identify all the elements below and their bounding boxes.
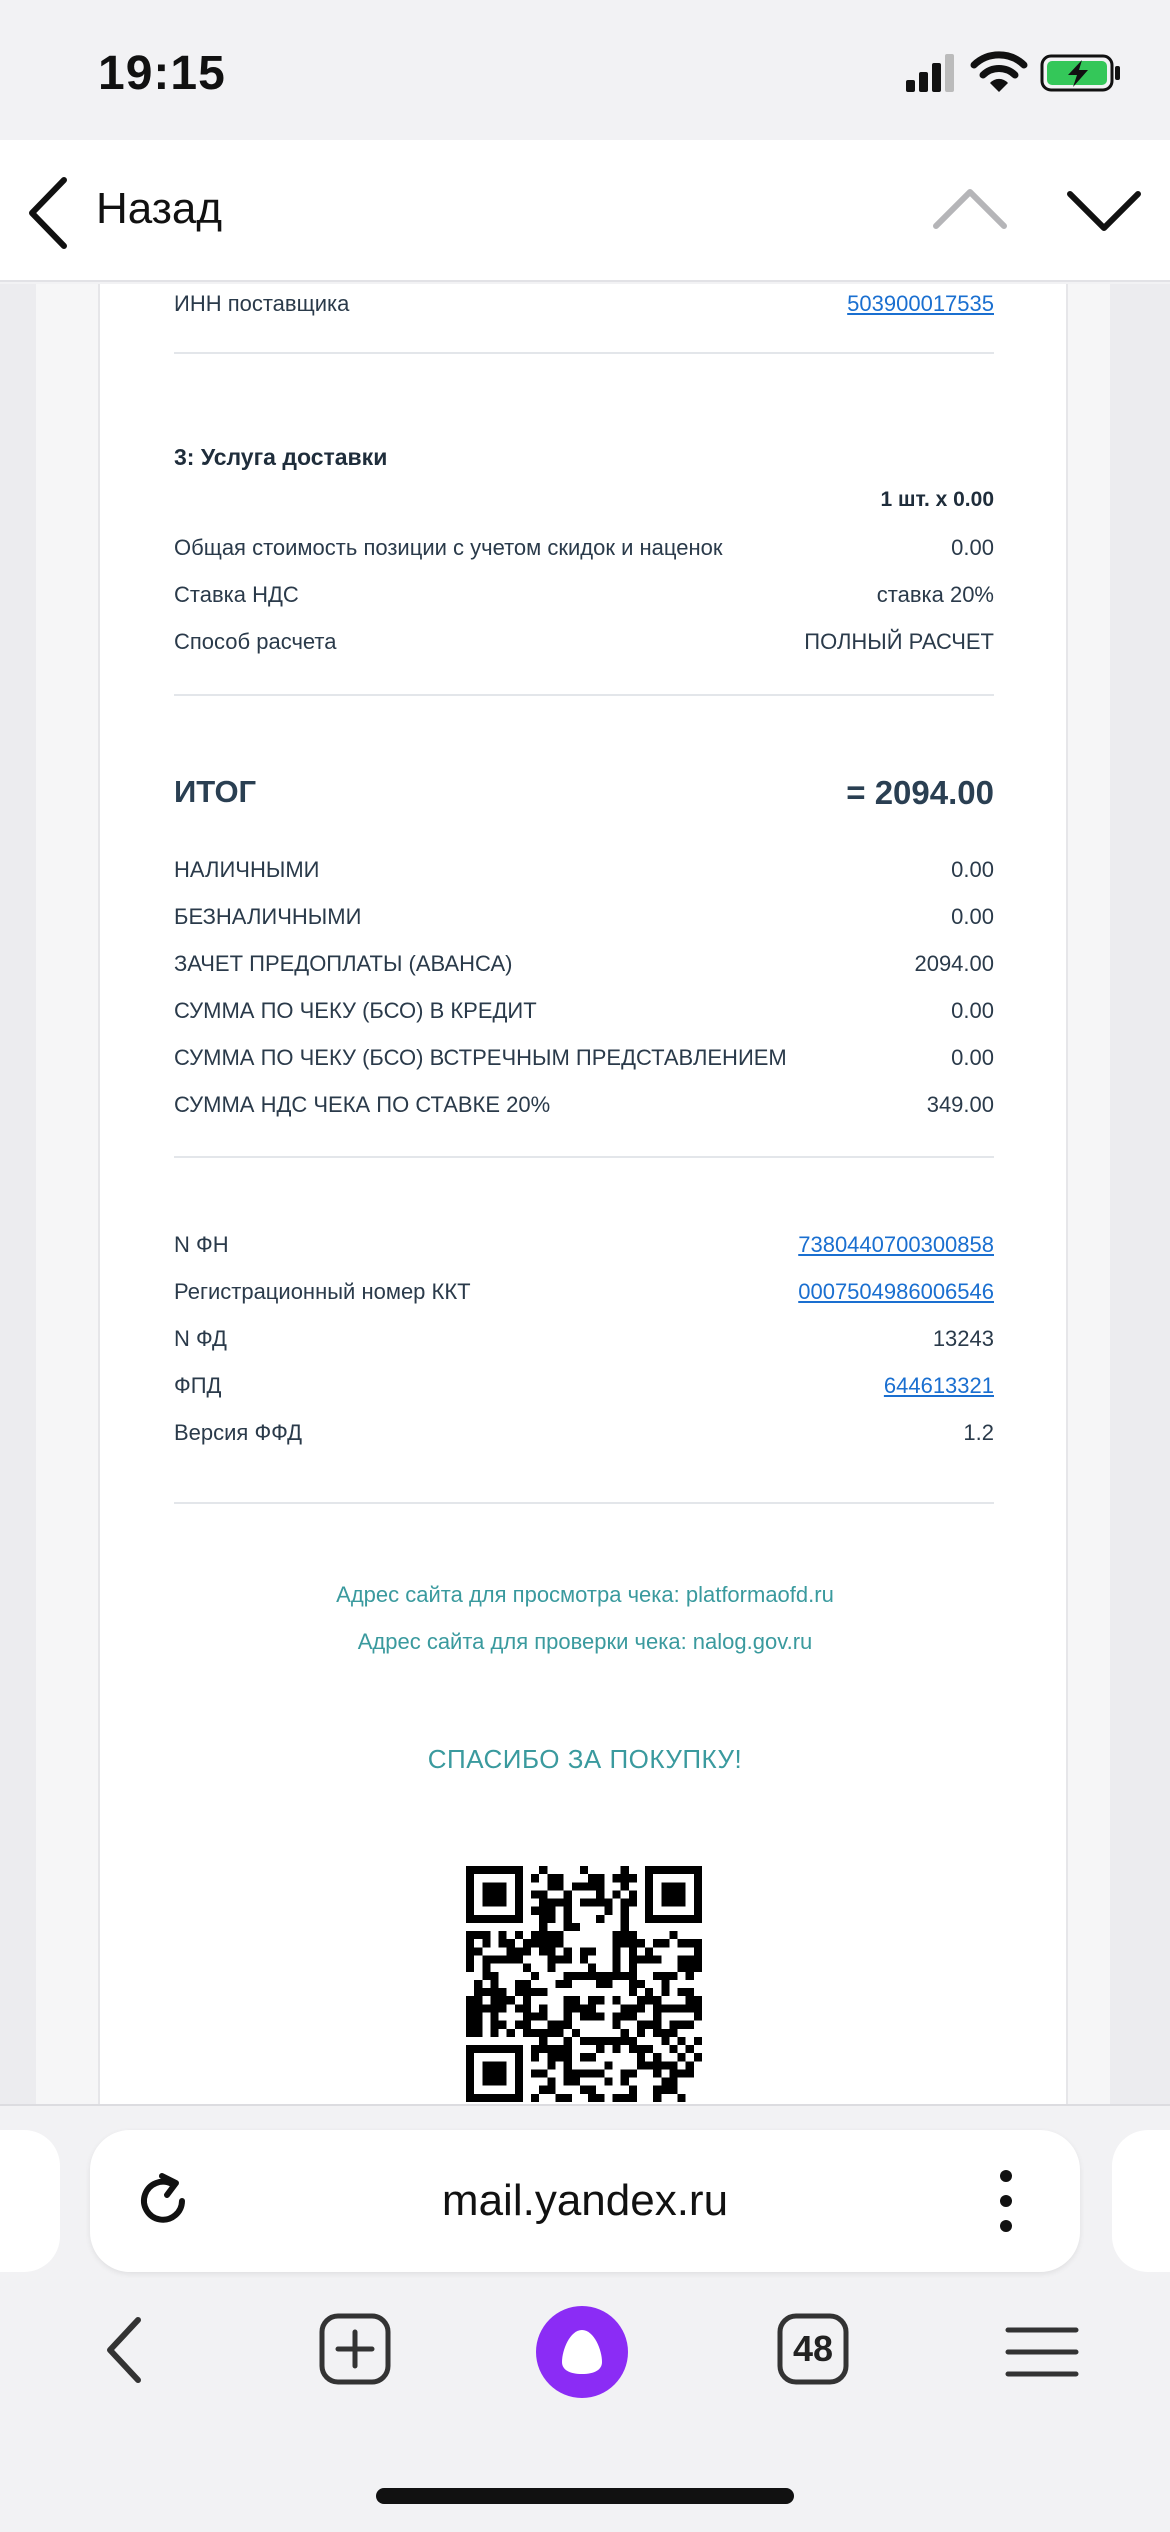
item-quantity: 1 шт. х 0.00 [880,488,994,511]
payment-row [174,1038,994,1078]
item-row-value: ПОЛНЫЙ РАСЧЕТ [804,629,994,654]
payment-row-label: ЗАЧЕТ ПРЕДОПЛАТЫ (АВАНСА) [174,951,513,976]
item-row-value: 0.00 [951,535,994,560]
divider [174,1502,994,1504]
payment-row-value: 0.00 [951,904,994,929]
item-row [174,528,994,568]
payment-row-value: 0.00 [951,998,994,1023]
next-tab-preview[interactable] [1112,2130,1170,2272]
address-bar[interactable] [90,2130,1080,2272]
payment-row-value: 0.00 [951,857,994,882]
email-content[interactable] [0,284,1170,2106]
battery-charging-icon [1040,54,1122,92]
payment-row [174,944,994,984]
payment-row [174,850,994,890]
kkt-link[interactable]: 0007504986006546 [798,1279,994,1304]
receipt [98,284,1068,2106]
fn-link[interactable]: 7380440700300858 [798,1232,994,1257]
fd-label: N ФД [174,1326,227,1351]
divider [174,694,994,696]
mail-header [0,140,1170,282]
qr-code-icon [466,1866,702,2102]
home-indicator [376,2488,794,2504]
payment-row-value: 2094.00 [914,951,994,976]
fn-row [174,1225,994,1265]
item-row-label: Ставка НДС [174,582,299,607]
alice-assistant-icon[interactable] [536,2306,628,2398]
email-body [36,284,1110,2106]
kkt-label: Регистрационный номер ККТ [174,1279,471,1304]
receipt-check-site: Адрес сайта для проверки чека: nalog.gov.ru [357,1629,813,1654]
back-chevron-icon[interactable] [22,174,72,252]
supplier-inn-row [174,284,994,324]
item-title: 3: Услуга доставки [174,444,388,470]
more-options-icon[interactable] [996,2168,1016,2234]
tab-count: 48 [792,2328,834,2369]
previous-message-chevron-up-icon[interactable] [930,182,1010,232]
cellular-signal-icon [906,52,956,92]
tabs-switcher[interactable] [776,2312,850,2386]
next-message-chevron-down-icon[interactable] [1064,188,1144,238]
thanks-message: СПАСИБО ЗА ПОКУПКУ! [427,1744,743,1774]
back-button[interactable]: Назад [96,184,223,233]
payment-row-label: СУММА НДС ЧЕКА ПО СТАВКЕ 20% [174,1092,551,1117]
fn-label: N ФН [174,1232,229,1257]
kkt-row [174,1272,994,1312]
payment-row [174,991,994,1031]
ffd-label: Версия ФФД [174,1420,303,1445]
divider [174,352,994,354]
payment-row [174,897,994,937]
divider [174,1156,994,1158]
payment-row-label: НАЛИЧНЫМИ [174,857,320,882]
previous-tab-preview[interactable] [0,2130,60,2272]
receipt-view-site: Адрес сайта для просмотра чека: platformaofd.ru [336,1582,834,1607]
fd-row [174,1319,994,1359]
wifi-icon [970,50,1028,94]
item-row-label: Общая стоимость позиции с учетом скидок и наценок [174,535,723,560]
payment-row [174,1085,994,1125]
new-tab-icon[interactable] [318,2312,392,2386]
fd-value: 13243 [932,1326,994,1351]
payment-row-label: БЕЗНАЛИЧНЫМИ [174,904,362,929]
menu-icon[interactable] [1004,2324,1080,2380]
url-text[interactable]: mail.yandex.ru [441,2176,729,2225]
total-label: ИТОГ [174,774,257,809]
item-row-value: ставка 20% [876,582,994,607]
browser-back-icon[interactable] [100,2312,150,2388]
supplier-inn-link[interactable]: 503900017535 [847,291,994,316]
fpd-link[interactable]: 644613321 [883,1373,994,1398]
item-row [174,575,994,615]
payment-row-value: 349.00 [926,1092,994,1117]
ffd-row [174,1413,994,1453]
item-row-label: Способ расчета [174,629,337,654]
supplier-inn-label: ИНН поставщика [174,291,350,316]
item-row [174,622,994,662]
fpd-row [174,1366,994,1406]
total-value: = 2094.00 [846,774,994,811]
payment-row-value: 0.00 [951,1045,994,1070]
browser-toolbar [0,2104,1170,2532]
status-bar [0,0,1170,140]
fpd-label: ФПД [174,1373,222,1398]
ffd-value: 1.2 [963,1420,994,1445]
status-time: 19:15 [98,47,226,100]
payment-row-label: СУММА ПО ЧЕКУ (БСО) В КРЕДИТ [174,998,537,1023]
payment-row-label: СУММА ПО ЧЕКУ (БСО) ВСТРЕЧНЫМ ПРЕДСТАВЛЕНИЕМ [174,1045,787,1070]
